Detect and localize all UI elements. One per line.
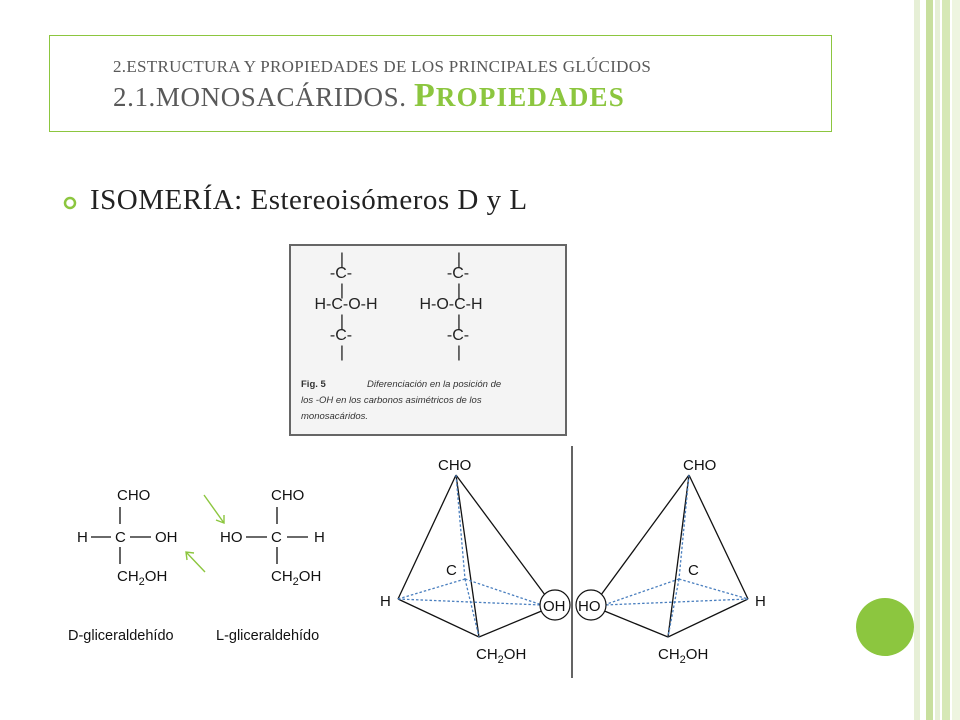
arrow-up-icon [186,552,205,572]
left-tetra-top: CHO [438,457,472,474]
l-c: C [271,529,282,546]
right-tetra-bottom: $CH_2OH$ [658,646,709,666]
l-name: L-gliceraldehído [216,628,320,644]
decorative-stripes [914,0,960,720]
left-tetra-oh: OH [543,598,566,615]
fig5-left-bond-mid1: | [339,282,345,299]
fig5-left-bond-bottom: | [339,344,345,361]
bullet-text: ISOMERÍA: Estereoisómeros D y L [90,184,528,216]
right-tetra-c: C [688,562,699,579]
slide-title [113,77,813,115]
fig5-left-bond-mid2: | [339,313,345,330]
right-tetra-ho: HO [578,598,601,615]
d-h: H [77,529,88,546]
fig5-left-c2: H-C-O-H [314,296,378,313]
fig5-right-bond-mid1: | [456,282,462,299]
pointer-arrows [186,495,224,572]
slide-supertitle: 2.ESTRUCTURA Y PROPIEDADES DE LOS PRINCIPALES GLÚCIDOS [113,57,652,76]
fig5-right-c2: H-O-C-H [419,296,483,313]
fig5-left-bond-top: | [339,251,345,268]
fig5-right-bond-bottom: | [456,344,462,361]
fig5-left-c1: -C- [329,265,353,282]
d-bottom: $CH_2OH$ [117,568,168,588]
fig5-caption-label: Fig. 5 [301,379,326,390]
d-oh: OH [155,529,178,546]
slide-title-prefix: 2.1.MONOSACÁRIDOS. [113,82,414,112]
l-bottom: $CH_2OH$ [271,568,322,588]
fig5-caption-line3: monosacáridos. [301,411,369,422]
right-tetrahedron [576,457,766,666]
l-ho: HO [220,529,243,546]
fig5-right-bond-mid2: | [456,313,462,330]
d-glyceraldehyde [68,487,178,644]
figure-5 [289,244,567,436]
left-tetra-bottom: $CH_2OH$ [476,646,527,666]
left-tetra-h: H [380,593,391,610]
fig5-right-c1: -C- [446,265,470,282]
fig5-caption-line1: Diferenciación en la posición de [367,379,502,390]
fig5-right-c3: -C- [446,327,470,344]
arrow-down-icon [204,495,224,523]
left-tetrahedron [380,457,570,666]
right-tetra-top: CHO [683,457,717,474]
left-tetra-c: C [446,562,457,579]
d-top-cho: CHO [117,487,151,504]
slide-title-accent-rest: ROPIEDADES [435,82,625,112]
title-box [49,35,832,132]
d-name: D-gliceraldehído [68,628,174,644]
d-c: C [115,529,126,546]
slide-title-accent-first: P [413,77,436,114]
l-glyceraldehyde [216,487,325,644]
glyceraldehyde-diagram [58,444,908,700]
decorative-green-circle [856,598,914,656]
fig5-left-c3: -C- [329,327,353,344]
l-top-cho: CHO [271,487,305,504]
l-h: H [314,529,325,546]
right-tetra-h: H [755,593,766,610]
fig5-caption-line2: los -OH en los carbonos asimétricos de los [301,395,482,406]
fig5-right-bond-top: | [456,251,462,268]
bullet-ring-icon [62,184,82,220]
